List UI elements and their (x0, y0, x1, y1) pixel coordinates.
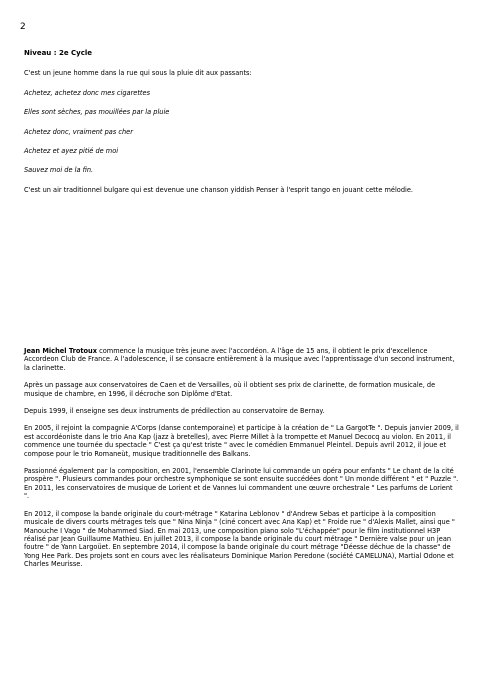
lyric-line-5: Sauvez moi de la fin. (24, 166, 94, 175)
bio-paragraph-1 (24, 347, 459, 372)
bio-paragraph-2: Après un passage aux conservatoires de Caen et de Versailles, où il obtient ses prix de clarinette, de formation musicale, de musique de chambre, en 1996, il décroche son Diplôme d'Etat. (24, 381, 436, 398)
bio-paragraph-1-text: commence la musique très jeune avec l'accordéon. A l'âge de 15 ans, il obtient le prix d'excellence Accordeon Club de France. A l'adolescence, il se consacre entièrement à la musique avec l'apprentissage d'un second instrument, la clarinette. (24, 347, 455, 372)
author-name: Jean Michel Trotoux (24, 347, 98, 355)
lyric-line-2: Elles sont sèches, pas mouillées par la pluie (24, 108, 170, 117)
lyric-line-4: Achetez et ayez pitié de moi (24, 147, 119, 156)
page-number: 2 (20, 22, 26, 32)
bio-paragraph-6: En 2012, il compose la bande originale du court-métrage " Katarina Leblonov " d'Andrew Sebas et participe à la composition musicale de divers courts métrages tels que " Nina Ninja " (ciné concert avec Ana Kap) et " Froide rue " d'Alexis Mallet, ainsi que " Manouche I Vago " de Mohammed Siad. En mai 2013, une composition piano solo "L'échappée" pour le film institutionnel H3P réalisé par Jean Guillaume Mathieu. En juillet 2013, il compose la bande originale du court métrage " Dernière valse pour un jean foutre " de Yann Largoüet. En septembre 2014, il compose la bande originale du court métrage "Déesse déchue de la chasse" de Yong Hee Park. Des projets sont en cours avec les réalisateurs Dominique Marion Peredone (société CAMELUNA), Martial Odone et Charles Meurisse. (24, 509, 455, 569)
piece-notes (24, 49, 459, 205)
bio-paragraph-5: Passionné également par la composition, en 2001, l'ensemble Clarinote lui commande un opéra pour enfants " Le chant de la cité prospère ". Plusieurs commandes pour orchestre symphonique se sont ensuite succédées dont " Un monde différent " et " Puzzle ". En 2011, les conservatoires de musique de Lorient et de Vannes lui commandent une œuvre orchestrale " Les parfums de Lorient ". (24, 467, 459, 501)
composer-biography (24, 347, 459, 578)
bio-paragraph-4: En 2005, il rejoint la compagnie A'Corps (danse contemporaine) et participe à la création de " La GargotTe ". Depuis janvier 2009, il est accordéoniste dans le trio Ana Kap (jazz à bretelles), avec Pierre Millet à la trompette et Manuel Decocq au violon. En 2011, il commence une tournée du spectacle " C'est ça qu'est triste " avec le comédien Emmanuel Pleintel. Depuis avril 2012, il joue et compose pour le trio Romaneùt, musique traditionnelle des Balkans. (24, 424, 459, 458)
level-heading: Niveau : 2e Cycle (24, 49, 93, 57)
bio-paragraph-3: Depuis 1999, il enseigne ses deux instruments de prédilection au conservatoire de Bernay. (24, 407, 325, 416)
lyric-line-1: Achetez, achetez donc mes cigarettes (24, 88, 151, 97)
lyric-line-3: Achetez donc, vraiment pas cher (24, 127, 133, 136)
intro-text: C'est un jeune homme dans la rue qui sous la pluie dit aux passants: (24, 69, 252, 78)
piece-description: C'est un air traditionnel bulgare qui est devenue une chanson yiddish Penser à l'esprit tango en jouant cette mélodie. (24, 185, 413, 194)
